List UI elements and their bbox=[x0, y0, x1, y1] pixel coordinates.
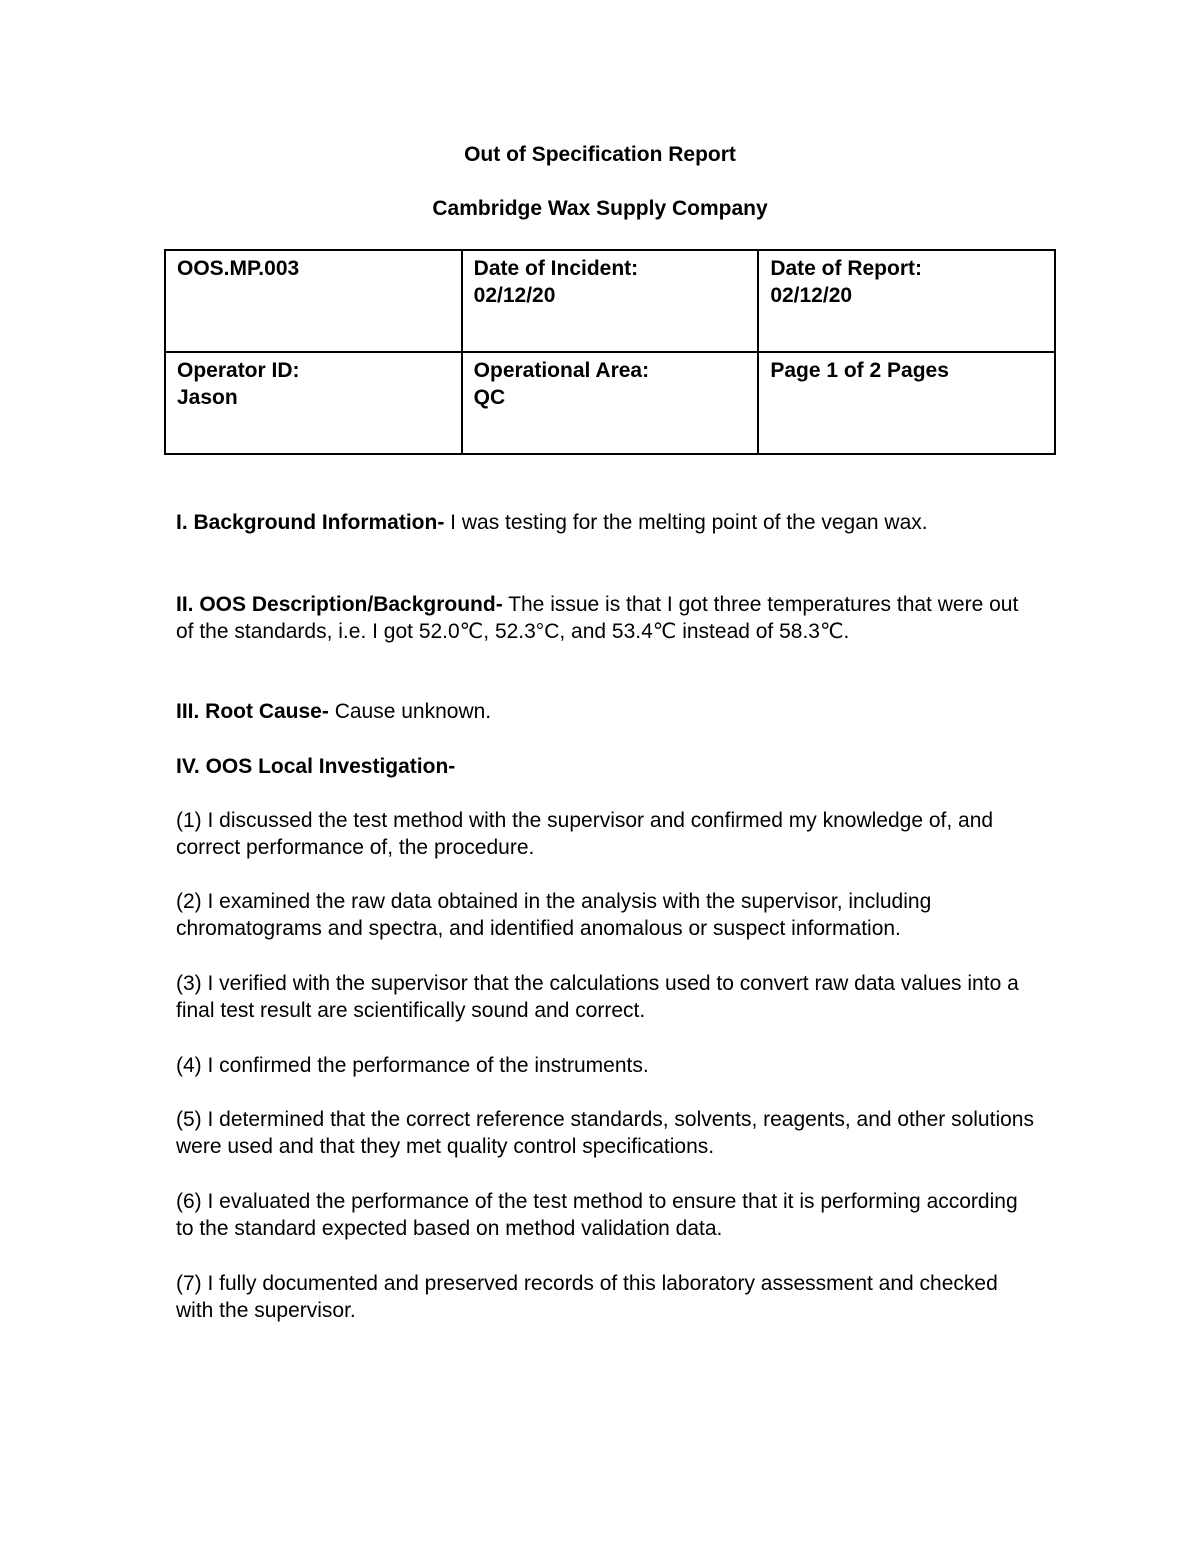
date-of-incident-value: 02/12/20 bbox=[473, 284, 556, 307]
section-description bbox=[176, 591, 1036, 645]
section-heading: II. OOS Description/Background- bbox=[176, 593, 503, 616]
date-of-incident-label: Date of Incident: bbox=[473, 257, 639, 280]
report-id: OOS.MP.003 bbox=[177, 257, 300, 280]
company-name: Cambridge Wax Supply Company bbox=[432, 197, 768, 220]
section-root-cause bbox=[176, 698, 1036, 725]
operator-id-value: Jason bbox=[177, 386, 238, 409]
operational-area-label: Operational Area: bbox=[473, 359, 650, 382]
investigation-item: (3) I verified with the supervisor that the calculations used to convert raw data values into a final test result are scientifically sound and correct. bbox=[176, 972, 1019, 1022]
document-title: Out of Specification Report bbox=[464, 143, 736, 166]
date-of-report-cell bbox=[758, 250, 1055, 352]
date-of-report-value: 02/12/20 bbox=[770, 284, 853, 307]
page-info: Page 1 of 2 Pages bbox=[770, 359, 949, 382]
investigation-item: (2) I examined the raw data obtained in the analysis with the supervisor, including chromatograms and spectra, and identified anomalous or suspect information. bbox=[176, 890, 932, 940]
section-text: Cause unknown. bbox=[328, 700, 492, 723]
investigation-item: (1) I discussed the test method with the supervisor and confirmed my knowledge of, and correct performance of, the procedure. bbox=[176, 809, 994, 859]
header-table-row bbox=[165, 250, 1055, 352]
investigation-item: (4) I confirmed the performance of the instruments. bbox=[176, 1054, 649, 1077]
header-table-row bbox=[165, 352, 1055, 454]
section-heading: IV. OOS Local Investigation- bbox=[176, 755, 456, 778]
date-of-incident-cell bbox=[462, 250, 759, 352]
investigation-item: (7) I fully documented and preserved records of this laboratory assessment and checked with the supervisor. bbox=[176, 1272, 998, 1322]
investigation-item: (6) I evaluated the performance of the test method to ensure that it is performing according to the standard expected based on method validation data. bbox=[176, 1190, 1018, 1240]
page-info-cell bbox=[758, 352, 1055, 454]
section-heading: III. Root Cause- bbox=[176, 700, 329, 723]
report-header-table bbox=[164, 249, 1056, 455]
operator-id-cell bbox=[165, 352, 462, 454]
report-id-cell bbox=[165, 250, 462, 352]
section-heading: I. Background Information- bbox=[176, 511, 445, 534]
operational-area-cell bbox=[462, 352, 759, 454]
section-text: I was testing for the melting point of the vegan wax. bbox=[444, 511, 928, 534]
section-investigation-heading bbox=[176, 753, 1036, 780]
operational-area-value: QC bbox=[473, 386, 506, 409]
date-of-report-label: Date of Report: bbox=[770, 257, 922, 280]
operator-id-label: Operator ID: bbox=[177, 359, 300, 382]
section-text: The issue is that I got three temperatures that were out of the standards, i.e. I got 52.0℃, 52.3°C, and 53.4℃ instead of 58.3℃. bbox=[176, 593, 1019, 643]
section-background bbox=[176, 509, 1036, 536]
investigation-item: (5) I determined that the correct reference standards, solvents, reagents, and other solutions were used and that they met quality control specifications. bbox=[176, 1108, 1034, 1158]
